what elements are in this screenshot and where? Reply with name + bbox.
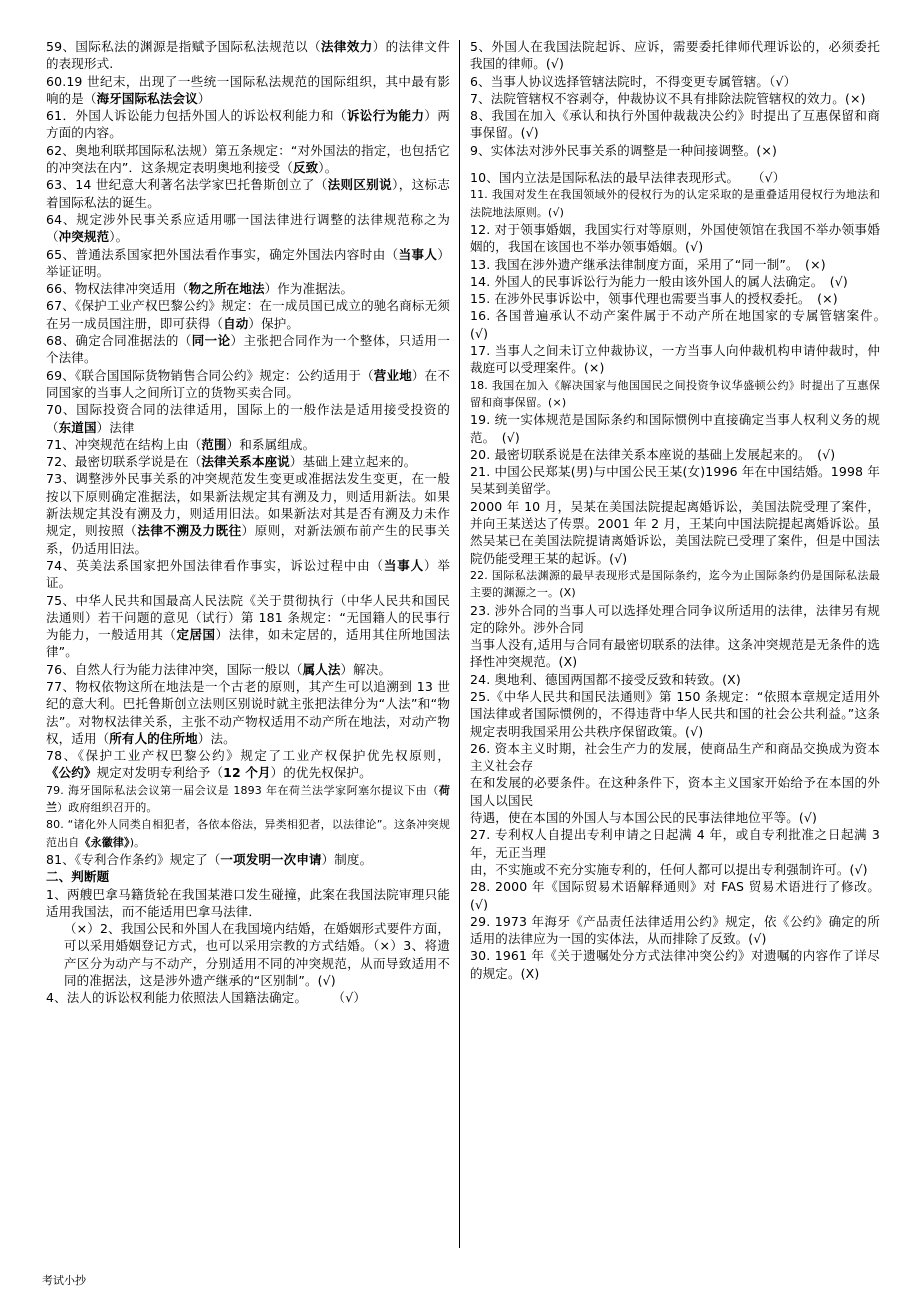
question-item: 67、《保护工业产权巴黎公约》规定：在一成员国已成立的驰名商标无须在另一成员国注册，即可获得（自动）保护。: [46, 298, 450, 331]
question-item: 1、两艘巴拿马籍货轮在我国某港口发生碰撞，此案在我国法院审理只能适用我国法，而不能适用巴拿马法律．: [46, 886, 450, 919]
question-item: 61．外国人诉讼能力包括外国人的诉讼权利能力和（诉讼行为能力）两方面的内容。: [46, 108, 450, 141]
question-item: 60.19 世纪末，出现了一些统一国际私法规范的国际组织，其中最有影响的是（海牙国际私法会议）: [46, 73, 450, 106]
question-item: 4、法人的诉讼权利能力依照法人国籍法确定。 （√）: [46, 990, 366, 1006]
question-item: 63、14 世纪意大利著名法学家巴托鲁斯创立了（法则区别说），这标志着国际私法的诞生。: [46, 177, 450, 210]
question-item: 59、国际私法的渊源是指赋予国际私法规范以（法律效力）的法律文件的表现形式.: [46, 39, 450, 72]
question-item: 6、当事人协议选择管辖法院时，不得变更专属管辖。（√）: [470, 73, 797, 89]
question-item: 15. 在涉外民事诉讼中，领事代理也需要当事人的授权委托。 (×): [470, 291, 838, 307]
question-item: 16. 各国普遍承认不动产案件属于不动产所在地国家的专属管辖案件。 (√): [470, 308, 893, 341]
question-item: 28. 2000 年《国际贸易术语解释通则》对 FAS 贸易术语进行了修改。(√): [470, 879, 880, 912]
column-divider: [459, 40, 460, 1248]
question-item: 80. “诸化外人同类自相犯者，各依本俗法，异类相犯者，以法律论”。这条冲突规范出自《永徽律》)。: [46, 818, 450, 849]
question-item: 65、普通法系国家把外国法看作事实，确定外国法内容时由（当事人）举证证明。: [46, 246, 450, 279]
question-item: 29. 1973 年海牙《产品责任法律适用公约》规定，依《公约》确定的所适用的法律应为一国的实体法，从而排除了反致。(√): [470, 913, 880, 947]
question-item: 12. 对于领事婚姻，我国实行对等原则，外国使领馆在我国不举办领事婚姻的，我国在该国也不举办领事婚姻。(√): [470, 221, 880, 255]
question-item: 21. 中国公民郑某(男)与中国公民王某(女)1996 年在中国结婚。1998 年吴某到美留学。: [470, 464, 880, 497]
question-item: 75、中华人民共和国最高人民法院《关于贯彻执行（中华人民共和国民法通则）若干问题的意见（试行）第 181 条规定：“无国籍人的民事行为能力，一般适用其（定居国）法律，如未定居的，适用其住所地国法律”。: [46, 592, 450, 660]
question-item: 17. 当事人之间未订立仲裁协议，一方当事人向仲裁机构申请仲裁时，仲裁庭可以受理案件。(×): [470, 343, 880, 376]
question-item: 62、奥地利联邦国际私法规）第五条规定：“对外国法的指定，也包括它的冲突法在内”．这条规定表明奥地利接受（反致）。: [46, 142, 450, 176]
question-item: 14. 外国人的民事诉讼行为能力一般由该外国人的属人法确定。 (√): [470, 273, 848, 289]
question-item: 20. 最密切联系说是在法律关系本座说的基础上发展起来的。 (√): [470, 446, 836, 462]
question-item: 68、确定合同准据法的（同一论）主张把合同作为一个整体，只适用一个法律。: [46, 333, 450, 366]
question-item: 9、实体法对涉外民事关系的调整是一种间接调整。(×): [470, 142, 778, 158]
question-item: 66、物权法律冲突适用（物之所在地法）作为准据法。: [46, 281, 354, 297]
question-item: 11. 我国对发生在我国领域外的侵权行为的认定采取的是重叠适用侵权行为地法和法院地法原则。(√): [470, 188, 880, 219]
question-item: 70、国际投资合同的法律适用，国际上的一般作法是适用接受投资的（东道国）法律: [46, 402, 450, 435]
question-item: 5、外国人在我国法院起诉、应诉，需要委托律师代理诉讼的，必须委托我国的律师。(√): [470, 39, 880, 72]
question-item: 79. 海牙国际私法会议第一届会议是 1893 年在荷兰法学家阿塞尔提议下由（荷兰）政府组织召开的。: [46, 783, 450, 815]
question-item: 74、英美法系国家把外国法律看作事实，诉讼过程中由（当事人）举证。: [46, 557, 450, 591]
question-item: （×）2、我国公民和外国人在我国境内结婚，在婚姻形式要件方面，可以采用婚姻登记方式，也可以采用宗教的方式结婚。（×）3、将遗产区分为动产与不动产，分别适用不同的冲突规范，从而导致适用不同的准据法，这是涉外遗产继承的“区别制”。(√): [64, 921, 450, 989]
left-column: [46, 38, 450, 1007]
question-item: 69、《联合国国际货物销售合同公约》规定：公约适用于（营业地）在不同国家的当事人之间所订立的货物买卖合同。: [46, 367, 450, 400]
question-item: 13. 我国在涉外遗产继承法律制度方面，采用了“同一制”。 (×): [470, 256, 826, 272]
question-item: 8、我国在加入《承认和执行外国仲裁裁决公约》时提出了互惠保留和商事保留。(√): [470, 108, 880, 141]
question-item: 30. 1961 年《关于遗嘱处分方式法律冲突公约》对遗嘱的内容作了详尽的规定。(X): [470, 948, 880, 981]
question-item: 64、规定涉外民事关系应适用哪一国法律进行调整的法律规范称之为（冲突规范）。: [46, 211, 450, 245]
question-item: 19. 统一实体规范是国际条约和国际惯例中直接确定当事人权利义务的规范。 (√): [470, 412, 880, 445]
question-item: 待遇，使在本国的外国人与本国公民的民事法律地位平等。(√): [470, 810, 818, 826]
question-item: 当事人没有,适用与合同有最密切联系的法律。这条冲突规范是无条件的选择性冲突规范。(X): [470, 637, 880, 670]
question-item: 27. 专利权人自提出专利申请之日起满 4 年，或自专利批准之日起满 3 年，无正当理: [470, 827, 880, 860]
right-column: [470, 38, 893, 982]
question-item: 81、《专利合作条约》规定了（一项发明一次申请）制度。: [46, 851, 373, 867]
question-item: 10、国内立法是国际私法的最早法律表现形式。 （√）: [470, 170, 786, 186]
page-footer: 考试小抄: [42, 1274, 86, 1287]
question-item: 22. 国际私法渊源的最早表现形式是国际条约，迄今为止国际条约仍是国际私法最主要的渊源之一。(X): [470, 568, 880, 600]
question-item: 25.《中华人民共和国民法通则》第 150 条规定：“依照本章规定适用外国法律或者国际惯例的，不得违背中华人民共和国的社会公共利益。”这条规定表明我国采用公共秩序保留政策。(√): [470, 688, 880, 739]
question-item: 78、《保护工业产权巴黎公约》规定了工业产权保护优先权原则，《公约》规定对发明专利给予（12 个月）的优先权保护。: [46, 748, 450, 781]
question-item: 72、最密切联系学说是在（法律关系本座说）基础上建立起来的。: [46, 454, 417, 470]
question-item: 77、物权依物这所在地法是一个古老的原则，其产生可以追溯到 13 世纪的意大利。巴托鲁斯创立法则区别说时就主张把法律分为“人法”和“物法”。对物权法律关系，主张不动产物权适用不动产所在地法，对动产物权，适用（所有人的住所地）法。: [46, 678, 450, 746]
question-item: 7、法院管辖权不容剥夺，仲裁协议不具有排除法院管辖权的效力。(×): [470, 90, 866, 106]
section-heading: 二、判断题: [46, 869, 110, 885]
question-item: 由，不实施或不充分实施专利的，任何人都可以提出专利强制许可。(√): [470, 861, 868, 877]
question-item: 在和发展的必要条件。在这种条件下，资本主义国家开始给予在本国的外国人以国民: [470, 775, 880, 808]
question-item: 24. 奥地利、德国两国都不接受反致和转致。(X): [470, 671, 741, 687]
question-item: 71、冲突规范在结构上由（范围）和系属组成。: [46, 436, 316, 452]
question-item: 76、自然人行为能力法律冲突，国际一般以（属人法）解决。: [46, 661, 392, 677]
question-item: 73、调整涉外民事关系的冲突规范发生变更或准据法发生变更，在一般按以下原则确定准据法，如果新法规定其有溯及力，则适用新法。如果新法规定其没有溯及力，则适用旧法。如果新法对其是否有溯及力未作规定，则按照（法律不溯及力既往）原则，对新法颁布前产生的民事关系，仍适用旧法。: [46, 471, 450, 556]
question-item: 26. 资本主义时期，社会生产力的发展，使商品生产和商品交换成为资本主义社会存: [470, 740, 880, 774]
question-item: 23. 涉外合同的当事人可以选择处理合同争议所适用的法律，法律另有规定的除外。涉外合同: [470, 602, 880, 635]
question-item: 2000 年 10 月，吴某在美国法院提起离婚诉讼，美国法院受理了案件，并向王某送达了传票。2001 年 2 月，王某向中国法院提起离婚诉讼。虽然吴某已在美国法院提请离婚诉讼，美国法院已受理了案件，但是中国法院仍能受理王某的起诉。(√): [470, 498, 880, 566]
question-item: 18. 我国在加入《解决国家与他国国民之间投资争议华盛顿公约》时提出了互惠保留和商事保留。(×): [470, 378, 880, 409]
